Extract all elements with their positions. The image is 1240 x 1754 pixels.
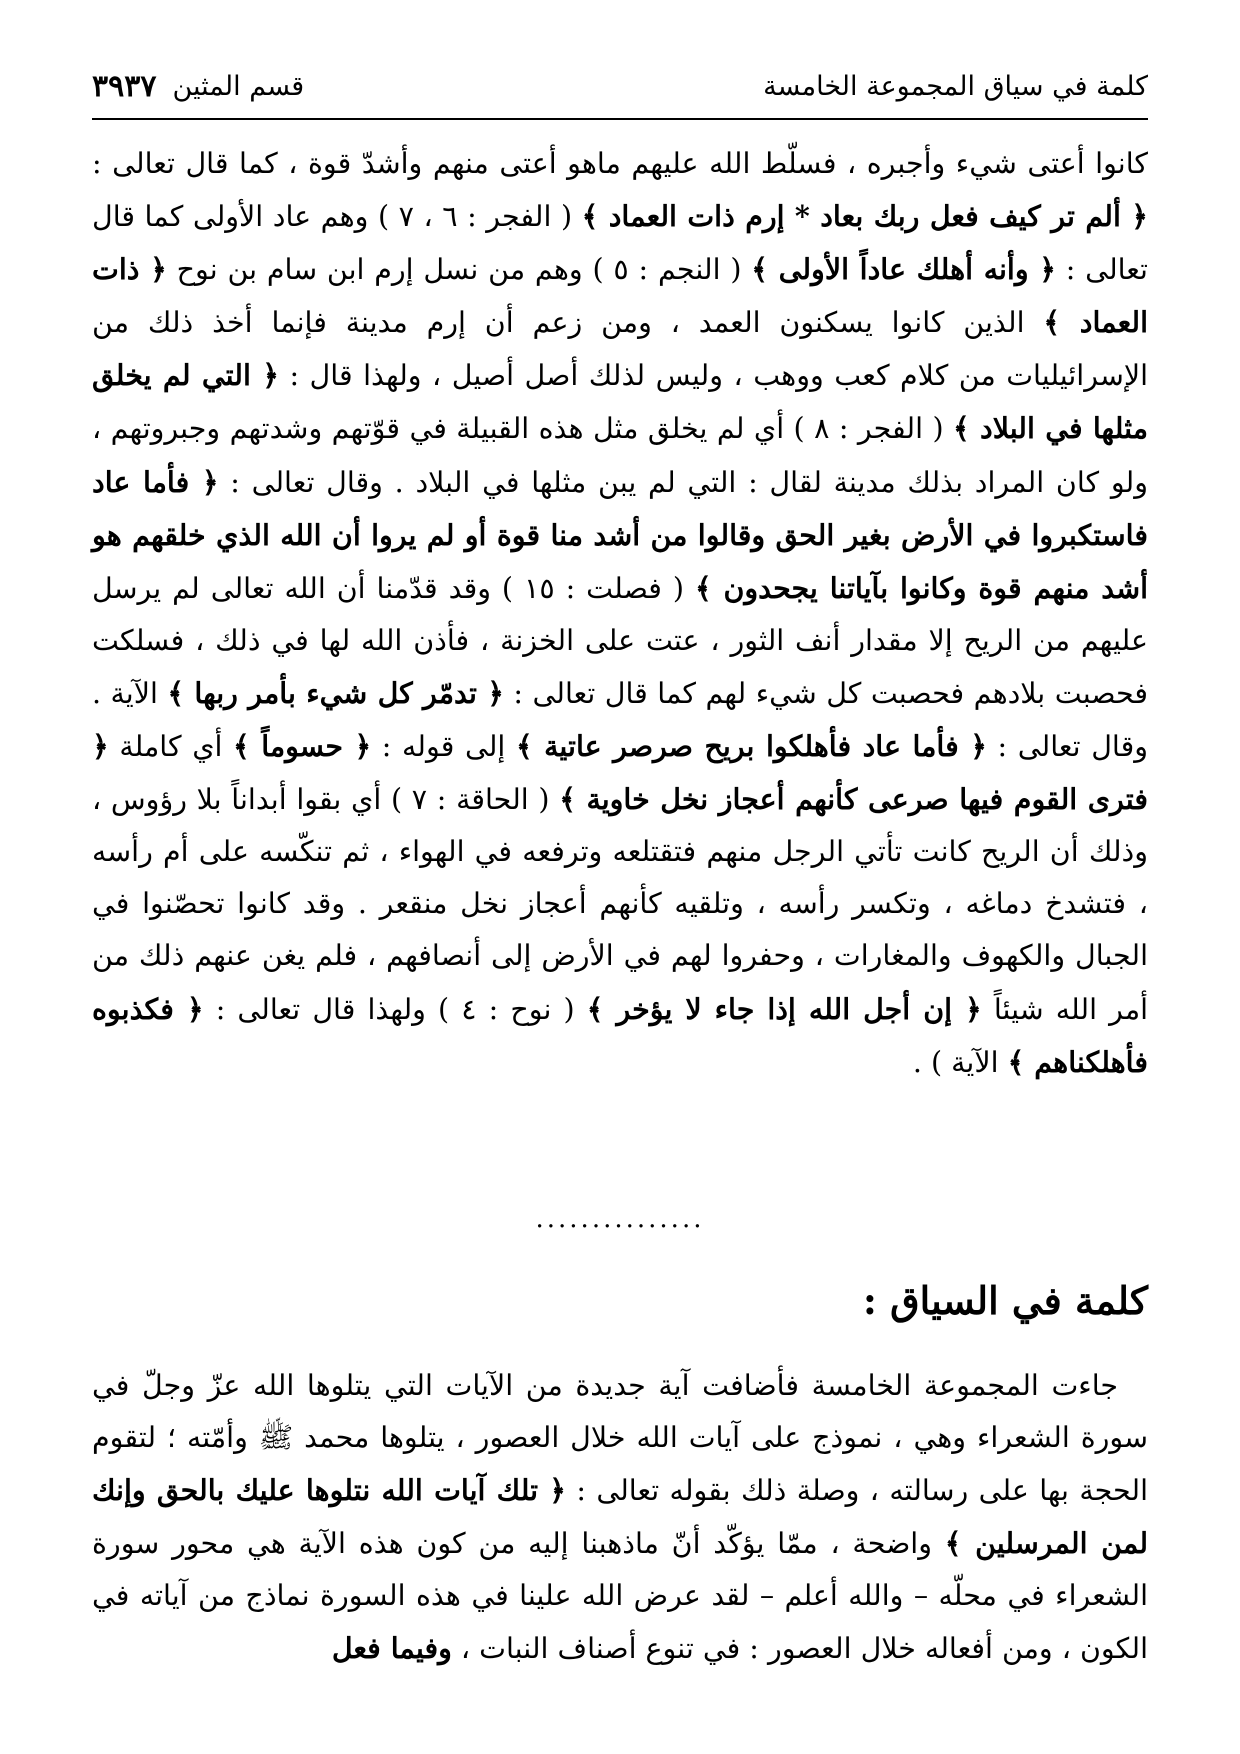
quran-quote: ﴿ تدمّر كل شيء بأمر ربها ﴾ xyxy=(167,675,504,710)
main-text xyxy=(92,138,1148,1089)
text-run: الذين كانوا يسكنون العمد ، ومن زعم أن إرم مدينة فإنما أخذ ذلك من الإسرائيليات من كلام كعب ووهب ، وليس لذلك أصل أصيل ، ولهذا قال : xyxy=(92,306,1149,393)
quran-quote: ﴿ التي لم يخلق مثلها في البلاد ﴾ xyxy=(92,358,1148,446)
quran-quote: ﴿ تلك آيات الله نتلوها عليك بالحق وإنك لمن المرسلين ﴾ xyxy=(92,1473,1148,1561)
text-run: الآية ) . xyxy=(912,1045,1008,1079)
running-title: كلمة في سياق المجموعة الخامسة xyxy=(763,70,1148,102)
header-left-group xyxy=(92,69,304,104)
quran-quote: ﴿ فأما عاد فاستكبروا في الأرض بغير الحق وقالوا من أشد منا قوة أو لم يروا أن الله الذي خلقهم هو أشد منهم قوة وكانوا بآياتنا يجحدون ﴾ xyxy=(92,464,1149,605)
section-text xyxy=(92,1360,1148,1676)
text-run: ( الفجر : ٦ ، ٧ ) وهم عاد الأولى كما قال تعالى : xyxy=(92,200,1148,287)
paragraph xyxy=(92,1360,1148,1676)
text-run: ( الحاقة : ٧ ) أي بقوا أبداناً بلا رؤوس ، وذلك أن الريح كانت تأتي الرجل منهم فتقتلعه وترفعه في الهواء ، ثم تنكّسه على أم رأسه ، فتشدخ دماغه ، وتكسر رأسه ، وتلقيه كأنهم أعجاز نخل منقعر . وقد كانوا تحصّنوا في الجبال والكهوف والمغارات ، وحفروا لهم في الأرض إلى أنصافهم ، فلم يغن عنهم ذلك من أمر الله شيئاً xyxy=(92,783,1149,1026)
page-number: ٣٩٣٧ xyxy=(92,68,157,104)
text-run: الآية . وقال تعالى : xyxy=(92,676,1148,764)
text-run: أي كاملة xyxy=(108,730,234,764)
quran-quote: ﴿ حسوماً ﴾ xyxy=(233,729,372,764)
quran-quote: ﴿ فترى القوم فيها صرعى كأنهم أعجاز نخل خاوية ﴾ xyxy=(92,729,1149,817)
text-run: ( فصلت : ١٥ ) وقد قدّمنا أن الله تعالى لم يرسل عليهم من الريح إلا مقدار أنف الثور ، عتت على الخزنة ، فأذن الله لها في ذلك ، فسلكت فحصبت بلادهم فحصبت كل شيء لهم كما قال تعالى : xyxy=(92,571,1149,710)
paragraph xyxy=(92,138,1148,1089)
quran-quote: ﴿ ذات العماد ﴾ xyxy=(92,252,1148,340)
section-heading: كلمة في السياق : xyxy=(862,1278,1148,1323)
quran-quote: ﴿ فكذبوه فأهلكناهم ﴾ xyxy=(92,991,1148,1079)
header-rule xyxy=(92,118,1148,120)
text-run: جاءت المجموعة الخامسة فأضافت آية جديدة من الآيات التي يتلوها الله عزّ وجلّ في سورة الشعراء وهي ، نموذج على آيات الله خلال العصور ، يتلوها محمد ﷺ وأمّته ؛ لتقوم الحجة بها على رسالته ، وصلة ذلك بقوله تعالى : xyxy=(92,1369,1149,1508)
section-divider: ............... xyxy=(535,1204,705,1234)
text-run: كانوا أعتى شيء وأجبره ، فسلّط الله عليهم ماهو أعتى منهم وأشدّ قوة ، كما قال تعالى : xyxy=(92,147,1148,180)
section-name: قسم المثين xyxy=(172,70,305,102)
quran-quote: ﴿ وأنه أهلك عاداً الأولى ﴾ xyxy=(751,252,1056,287)
quran-quote: وفيما فعل xyxy=(331,1631,452,1666)
page-header xyxy=(92,56,1148,116)
text-run: ( النجم : ٥ ) وهم من نسل إرم ابن سام بن نوح xyxy=(166,253,752,287)
quran-quote: ﴿ فأما عاد فأهلكوا بريح صرصر عاتية ﴾ xyxy=(515,729,987,764)
text-run: ( نوح : ٤ ) ولهذا قال تعالى : xyxy=(203,992,587,1026)
text-run: ( الفجر : ٨ ) أي لم يخلق مثل هذه القبيلة في قوّتهم وشدتهم وجبروتهم ، ولو كان المراد بذلك مدينة لقال : التي لم يبن مثلها في البلاد . وقال تعالى : xyxy=(92,412,1148,499)
quran-quote: ﴿ ألم تر كيف فعل ربك بعاد * إرم ذات العماد ﴾ xyxy=(581,199,1148,234)
text-run: واضحة ، ممّا يؤكّد أنّ ماذهبنا إليه من كون هذه الآية هي محور سورة الشعراء في محلّه – والله أعلم – لقد عرض الله علينا في هذه السورة نماذج من آياته في الكون ، ومن أفعاله خلال العصور : في تنوع أصناف النبات ، xyxy=(92,1527,1148,1666)
quran-quote: ﴿ إن أجل الله إذا جاء لا يؤخر ﴾ xyxy=(586,991,982,1026)
text-run: إلى قوله : xyxy=(371,730,516,764)
